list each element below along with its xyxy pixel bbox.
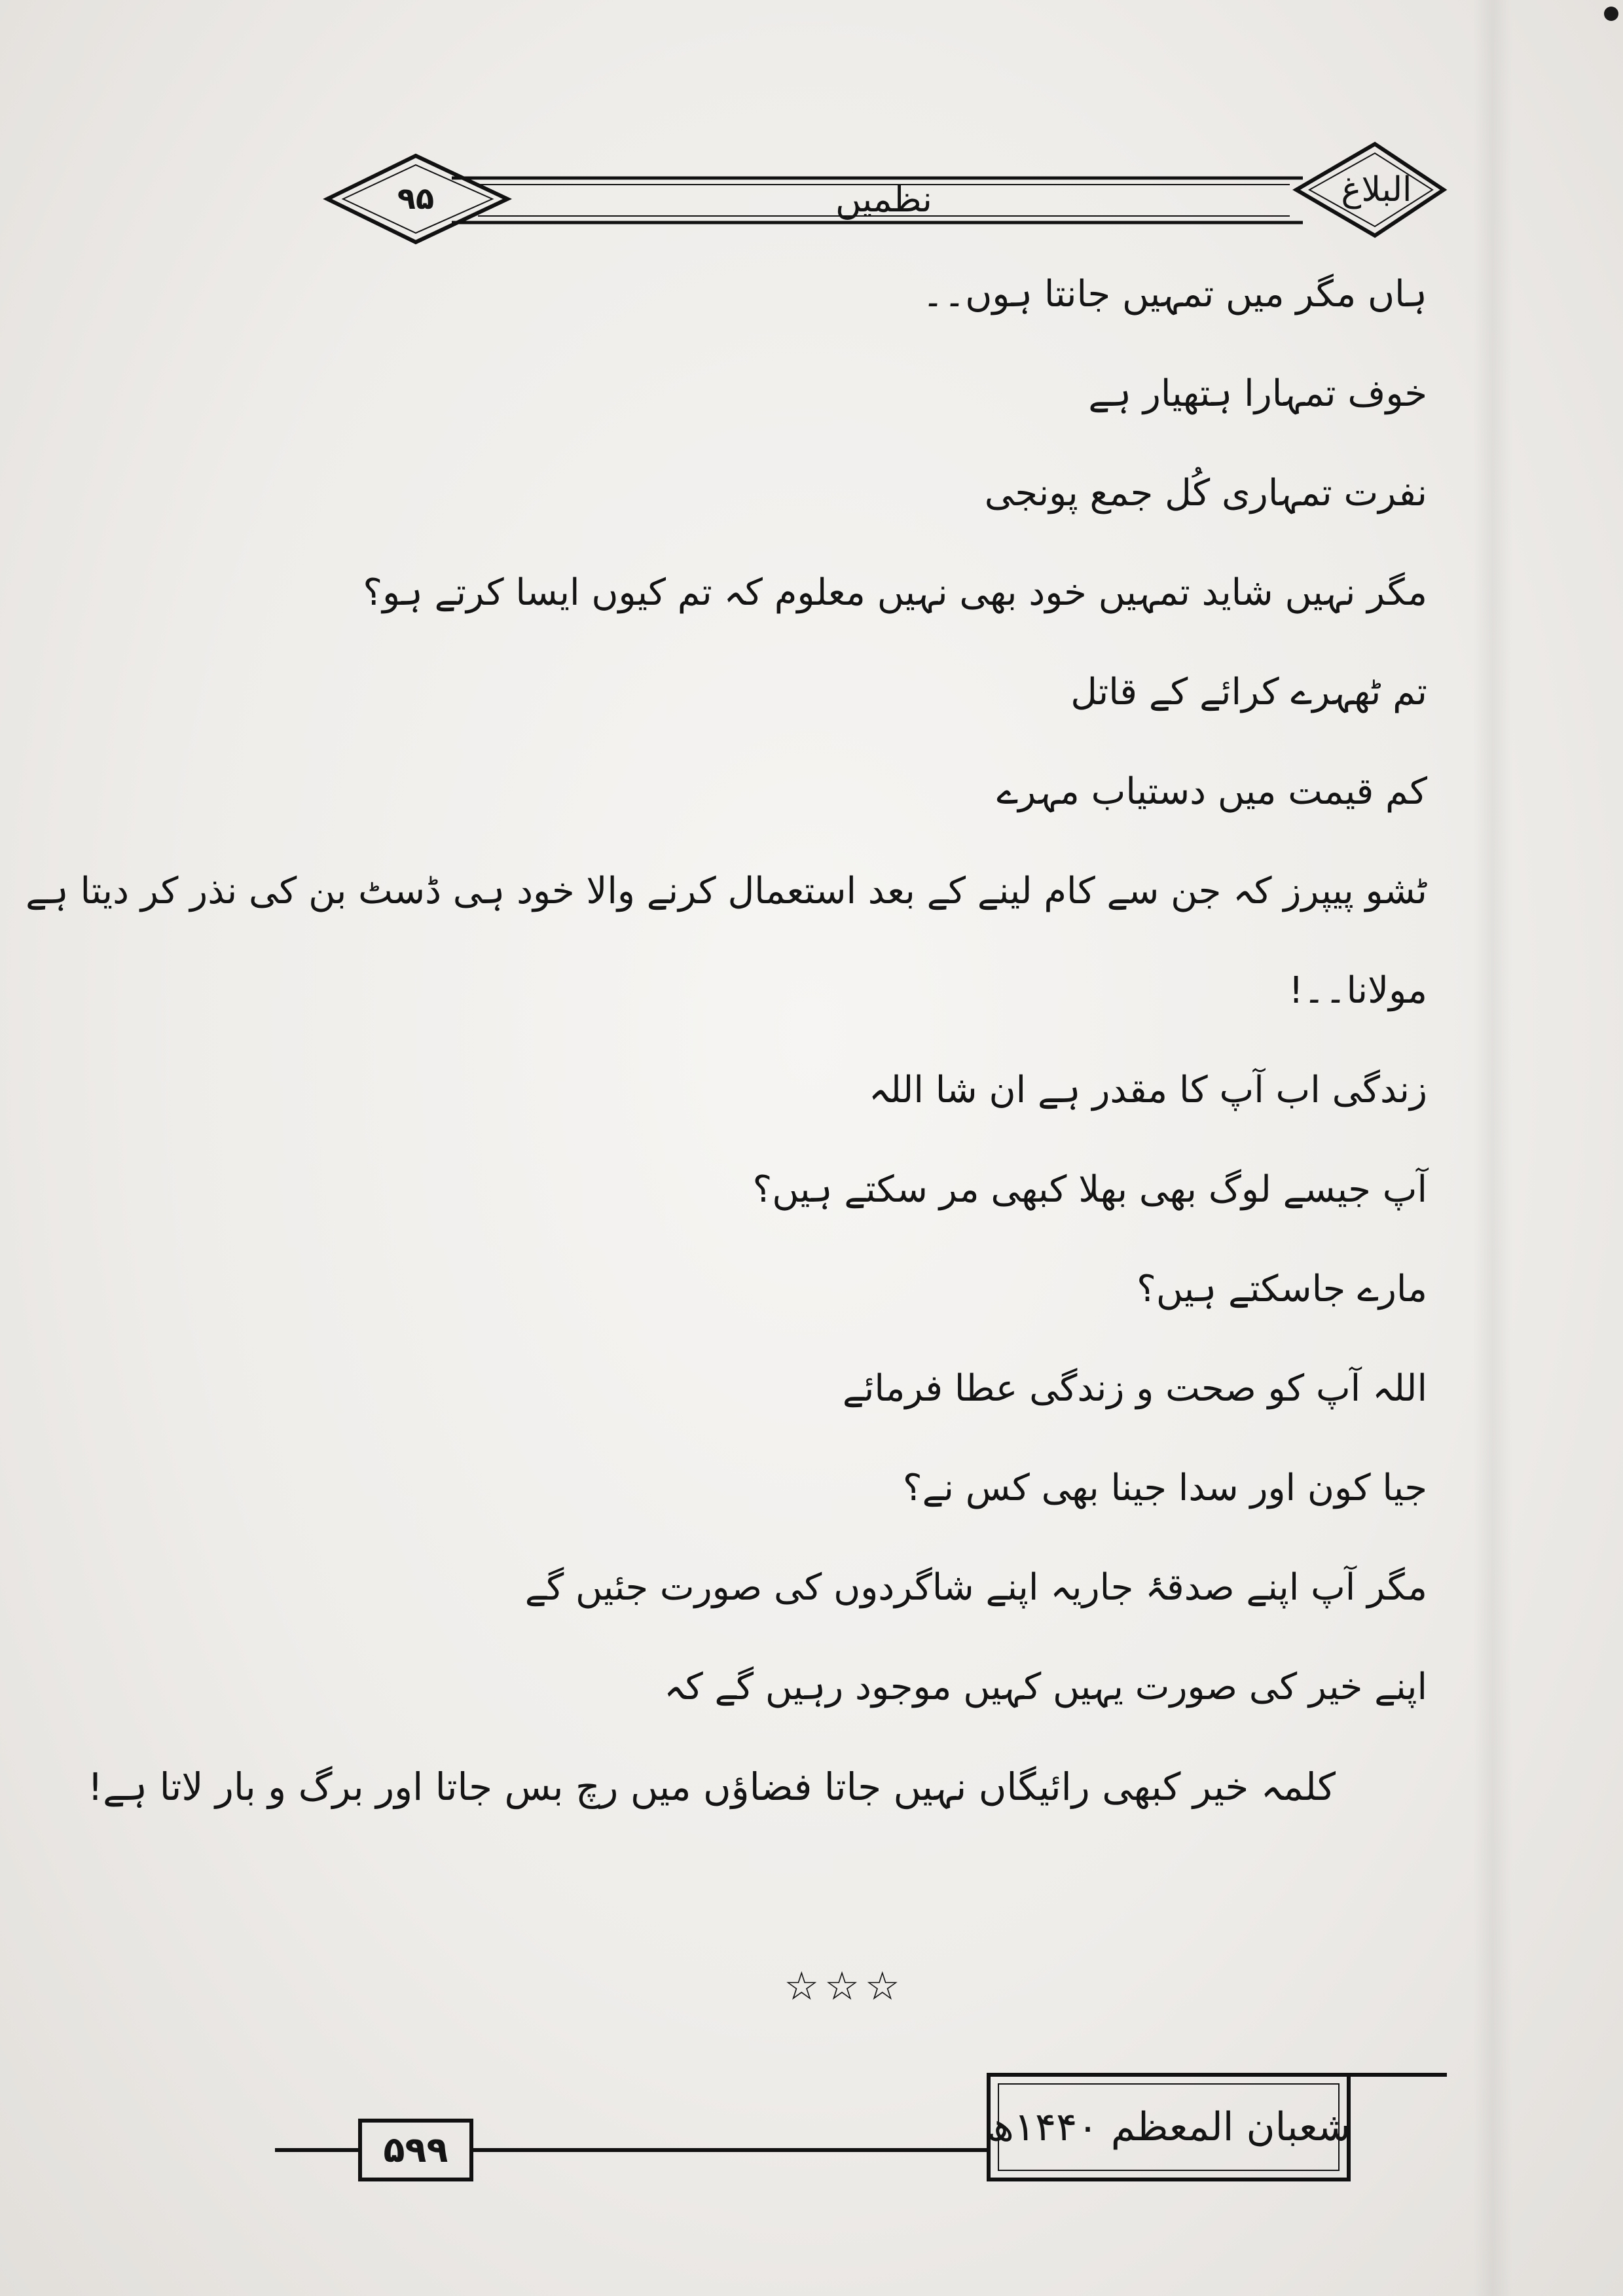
poem-line: تم ٹھہرے کرائے کے قاتل	[1070, 671, 1427, 713]
poem-line: زندگی اب آپ کا مقدر ہے ان شا اللہ	[868, 1069, 1427, 1111]
poem-line: جیا کون اور سدا جینا بھی کس نے؟	[902, 1467, 1427, 1509]
page-footer	[275, 2055, 1447, 2212]
poem-body	[26, 265, 1427, 1857]
poem-closing-line: کلمہ خیر کبھی رائیگاں نہیں جاتا فضاؤں میں رچ بس جاتا اور برگ و بار لاتا ہے!	[87, 1765, 1336, 1809]
poem-line: اللہ آپ کو صحت و زندگی عطا فرمائے	[842, 1367, 1427, 1410]
journal-name: البلاغ	[1341, 170, 1412, 209]
section-end-stars: ☆☆☆	[784, 1964, 905, 2009]
section-title: نظمیں	[835, 179, 932, 220]
corner-mark	[1604, 7, 1618, 21]
poem-line: مگر نہیں شاید تمہیں خود بھی نہیں معلوم کہ تم کیوں ایسا کرتے ہو؟	[363, 571, 1427, 614]
poem-line: ٹشو پیپرز کہ جن سے کام لینے کے بعد استعمال کرنے والا خود ہی ڈسٹ بن کی نذر کر دیتا ہے	[26, 870, 1427, 912]
poem-line: مولانا۔۔!	[1288, 969, 1427, 1012]
folio-number: ۵۹۹	[383, 2129, 448, 2170]
poem-line: اپنے خیر کی صورت یہیں کہیں موجود رہیں گے کہ	[664, 1666, 1427, 1708]
poem-line: ہاں مگر میں تمہیں جانتا ہوں۔۔	[922, 273, 1427, 315]
page-header	[321, 137, 1447, 268]
poem-line: خوف تمہارا ہتھیار ہے	[1088, 372, 1427, 415]
issue-date: شعبان المعظم ۱۴۴۰ھ	[986, 2104, 1351, 2150]
page-fold-shadow	[1473, 0, 1512, 2296]
poem-line: مگر آپ اپنے صدقۂ جاریہ اپنے شاگردوں کی صورت جئیں گے	[524, 1566, 1427, 1609]
poem-line: آپ جیسے لوگ بھی بھلا کبھی مر سکتے ہیں؟	[752, 1168, 1427, 1211]
page-number: ۹۵	[397, 181, 435, 216]
poem-line: نفرت تمہاری کُل جمع پونجی	[984, 472, 1427, 514]
poem-line: کم قیمت میں دستیاب مہرے	[996, 770, 1427, 813]
poem-line: مارے جاسکتے ہیں؟	[1137, 1268, 1427, 1310]
